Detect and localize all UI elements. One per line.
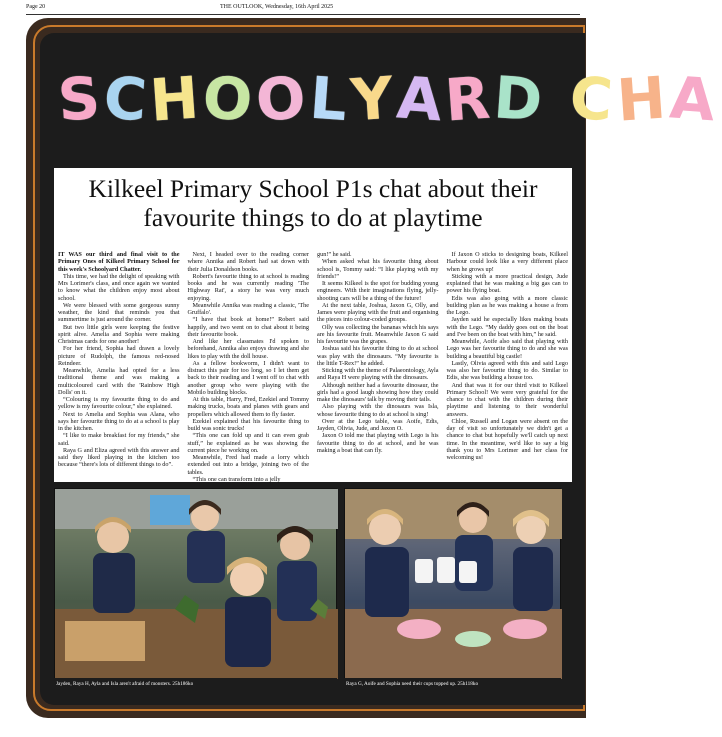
paragraph: Lastly, Olivia agreed with this and said Lego was also her favourite thing to do. Similar to Edis, she was building a house too. (446, 359, 568, 382)
paragraph: Although neither had a favourite dinosaur, the girls had a good laugh showing how they could make the dinosaurs' talk by moving their tails. (317, 381, 439, 403)
lead-paragraph: IT WAS our third and final visit to the Primary Ones of Kilkeel Primary School for this week's Schoolyard Chatter. (58, 251, 180, 273)
banner-letter: C (101, 63, 153, 135)
paragraph: Over at the Lego table, was Aoife, Edis, Jayden, Olivia, Jude, and Jaxon O. (317, 417, 439, 432)
article-column-2 (188, 251, 310, 483)
article-column-4 (447, 251, 569, 483)
paragraph: Sticking with a more practical design, Jude explained that he was making a big gas can to power his flying boat. (446, 272, 568, 295)
paragraph: And like her classmates I'd spoken to beforehand, Annika also enjoys drawing and she likes to play with the doll house. (187, 338, 309, 360)
paragraph: This time, we had the delight of speaking with Mrs Lorimer's class, and once again we wanted to know what the children enjoy most about school. (58, 272, 180, 302)
paragraph: Meanwhile, Fred had made a lorry which extended out into a bridge, joining two of the tables. (187, 454, 309, 476)
page-number: Page 20 (26, 4, 46, 10)
banner-letter: A (667, 63, 721, 135)
header-rule (26, 14, 580, 15)
banner-letter: S (55, 63, 107, 135)
paragraph: Chloe, Russell and Logan were absent on the day of visit so unfortunately we didn't get a chance to chat but hopefully we'll catch up next time. In the meantime, we'd like to say a big thank you to Mrs Lorimer and her class for welcoming us! (446, 417, 568, 461)
paragraph: “This one can fold up and it can even grab stuff,” he explained as he was showing the current piece he working on. (187, 432, 309, 454)
paragraph: Also playing with the dinosaurs was Isla, whose favourite thing to do at school is sing! (317, 403, 439, 418)
paragraph: Meanwhile Annika was reading a classic, 'The Gruffalo'. (187, 301, 309, 316)
paragraph: Ezekiel explained that his favourite thing to build was sonic trucks! (187, 417, 309, 432)
schoolyard-chatter-banner (55, 44, 721, 154)
paragraph: For her friend, Sophia had drawn a lovely picture of Rudolph, the famous red-nosed Reindeer. (58, 345, 180, 367)
paragraph: We were blessed with some gorgeous sunny weather, the kind that reminds you that summertime is just around the corner. (58, 301, 180, 324)
paragraph: As a fellow bookworm, I didn't want to distract this pair for too long, so I let them get back to their reading and I went off to chat with another group who were playing with the Mobilo building blocks. (187, 359, 309, 396)
paragraph: “I like to make breakfast for my friends,” she said. (58, 432, 180, 447)
paragraph: When asked what his favourite thing about school is, Tommy said: “I like playing with my friends!” (317, 258, 439, 280)
article-column-3 (317, 251, 439, 483)
photo-children-with-dinosaurs (54, 488, 337, 678)
banner-letter: H (614, 63, 672, 135)
paragraph: Robert's favourite thing to at school is reading books and he was currently reading 'The Highway Rat', a story he was very much enjoying. (187, 272, 309, 302)
paragraph: Next to Amelia and Sophia was Alana, who says her favourite thing to do at a school is play in the kitchen. (58, 410, 180, 432)
photo-illustration (345, 489, 562, 679)
paragraph: Edis was also going with a more classic building plan as he was making a house a from the Lego. (446, 294, 568, 316)
paragraph: gun!” he said. (317, 251, 352, 258)
article-column-1 (58, 251, 180, 483)
photo-children-with-cups (344, 488, 561, 678)
paragraph: Raya G and Eliza agreed with this answer and said they liked playing in the kitchen too because “there's lots of different things to do”. (58, 446, 180, 469)
paragraph: Joshua said his favourite thing to do at school was play with the dinosaurs. “My favourite is the little T-Rex!” he added. (317, 345, 439, 367)
article (54, 168, 572, 482)
masthead: THE OUTLOOK, Wednesday, 16th April 2025 (220, 4, 334, 10)
banner-letter: L (307, 63, 353, 135)
paragraph: Next, I headed over to the reading corner where Annika and Robert had sat down with their Julia Donaldson books. (187, 251, 309, 273)
paragraph: And that was it for our third visit to Kilkeel Primary School! We were very grateful for the chance to chat with the children during their playtime and listening to their wonderful answers. (446, 381, 568, 418)
paragraph: At the next table, Joshua, Jaxon G, Olly, and James were playing with the fruit and organising the pieces into colour-coded groups. (317, 301, 439, 324)
photo-illustration (55, 489, 338, 679)
paragraph: Meanwhile, Amelia had opted for a less traditional theme and was making a multicoloured card with the 'Rainbow High Dolls' on it. (58, 367, 180, 396)
banner-letter: A (394, 63, 448, 135)
headline: Kilkeel Primary School P1s chat about their favourite things to do at playtime (88, 174, 538, 232)
banner-letter: O (200, 63, 259, 135)
paragraph: Meanwhile, Aoife also said that playing with Lego was her favourite thing to do and she was building a beautiful big castle! (446, 338, 568, 360)
banner-letter: H (148, 63, 206, 135)
banner-letter: D (491, 63, 549, 135)
left-photo-caption: Jayden, Raya H, Ayla and Isla aren't afraid of monsters. 25h186ko (54, 678, 337, 690)
right-photo-caption: Raya G, Aoife and Sophia need their cups topped up. 25h118ko (344, 678, 561, 690)
paragraph: It seems Kilkeel is the spot for budding young engineers. With their imaginations flying, jelly-shooting cars will be a thing of the future! (317, 280, 439, 302)
paragraph: “This one can transform into a jelly (192, 475, 281, 483)
paragraph: “Colouring is my favourite thing to do and yellow is my favourite colour,” she explained. (58, 396, 180, 411)
paragraph: Jaxon O told me that playing with Lego is his favourite thing to do at school, and he was making a boat that can fly. (317, 432, 439, 454)
paragraph: At this table, Harry, Fred, Ezekiel and Tommy making trucks, boats and planes with gears and propellers which allowed them to fly faster. (187, 396, 309, 418)
paragraph: Jayden said he especially likes making boats with the Lego. “My daddy goes out on the boat and I've been on the boat with him,” he said. (446, 316, 568, 338)
banner-letter: O (253, 63, 312, 135)
article-body (58, 251, 568, 483)
banner-letter: C (568, 63, 620, 135)
paragraph: Sticking with the theme of Palaeontology, Ayla and Raya H were playing with the dinosaurs. (317, 367, 439, 382)
banner-letter: Y (348, 63, 399, 135)
banner-letter: R (443, 63, 497, 135)
paragraph: But two little girls were keeping the festive spirit alive. Amelia and Sophia were making Christmas cards for one another! (58, 323, 180, 345)
running-header (26, 4, 580, 16)
paragraph: Olly was collecting the bananas which his says are his favourite fruit. Meanwhile Jaxon G said his favourite was the grapes. (317, 323, 439, 345)
paragraph: If Jaxon O sticks to designing boats, Kilkeel Harbour could look like a very different place when he grows up! (446, 251, 568, 273)
paragraph: “I have that book at home!” Robert said happily, and two went on to chat about it being their favourite book. (187, 316, 309, 338)
